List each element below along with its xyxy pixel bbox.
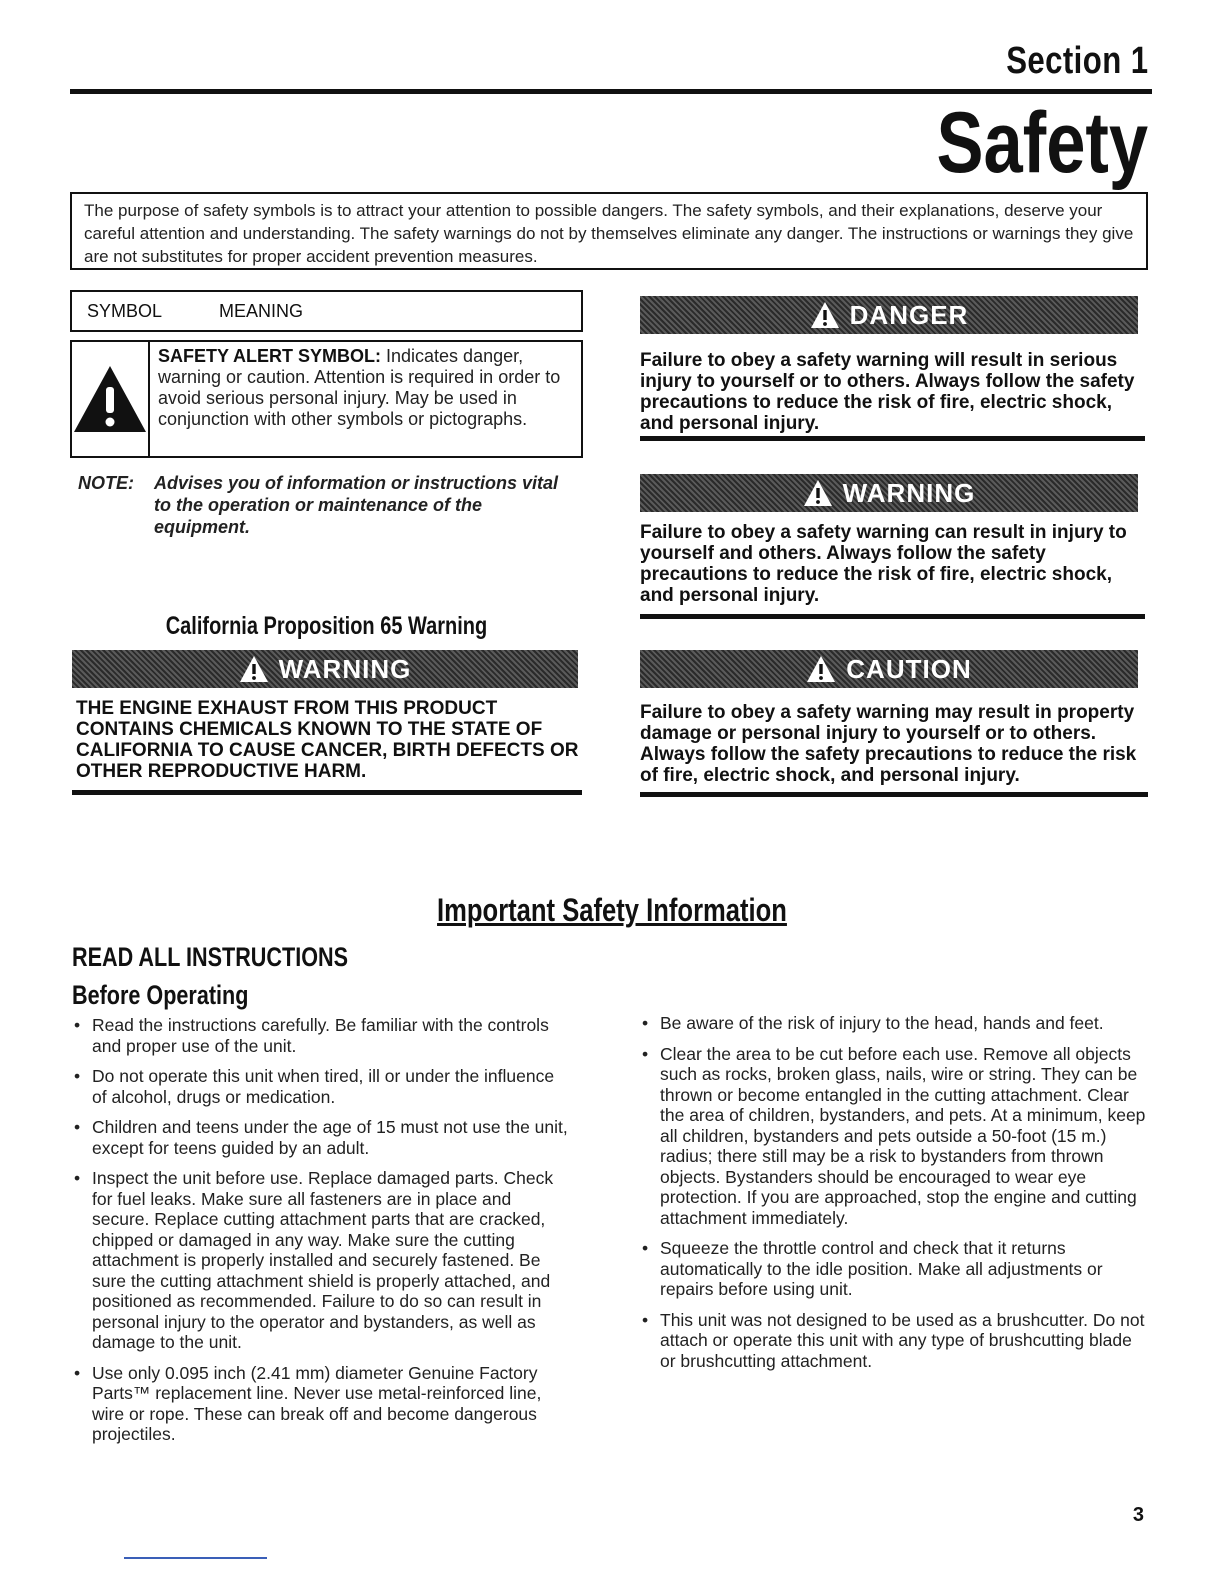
page-number: 3 — [1132, 1504, 1144, 1526]
prop65-text: THE ENGINE EXHAUST FROM THIS PRODUCT CONTAINS CHEMICALS KNOWN TO THE STATE OF CALIFORNIA TO CAUSE CANCER, BIRTH DEFECTS OR OTHER REPRODUCTIVE HARM. — [76, 698, 579, 782]
list-item: • Squeeze the throttle control and check that it returns automatically to the idle position. Make all adjustments or repairs before using unit. — [640, 1238, 1152, 1300]
before-operating-heading: Before Operating — [72, 980, 249, 1010]
list-item: • This unit was not designed to be used as a brushcutter. Do not attach or operate this unit with any type of brushcutting blade or brushcutting attachment. — [640, 1310, 1152, 1372]
list-item: • Be aware of the risk of injury to the head, hands and feet. — [640, 1013, 1152, 1034]
page-title: Safety — [936, 95, 1148, 191]
warning-triangle-icon — [239, 655, 269, 683]
symbol-cell — [72, 342, 150, 456]
footer-line — [124, 1557, 267, 1559]
list-item: • Use only 0.095 inch (2.41 mm) diameter Genuine Factory Parts™ replacement line. Never use metal-reinforced line, wire or rope. These can break off and become dangerous projectiles. — [72, 1363, 572, 1445]
right-bullet-list — [640, 1013, 1152, 1381]
symbol-column-header: SYMBOL — [87, 301, 163, 321]
symbol-table-header — [70, 290, 583, 332]
prop65-title: California Proposition 65 Warning — [165, 612, 488, 640]
warning-triangle-icon — [806, 655, 836, 683]
note-text: Advises you of information or instructions vital to the operation or maintenance of the equipment. — [154, 473, 559, 537]
symbol-meaning — [150, 342, 581, 456]
important-safety-title: Important Safety Information — [437, 892, 787, 928]
danger-rule — [640, 436, 1145, 441]
warning-text: Failure to obey a safety warning can result in injury to yourself and others. Always follow the safety precautions to reduce the risk of fire, electric shock, and personal injury. — [640, 522, 1127, 606]
prop65-rule — [72, 790, 582, 795]
header-rule — [70, 89, 1152, 94]
warning-banner — [640, 474, 1138, 512]
note-label: NOTE: — [78, 473, 134, 493]
intro-box: The purpose of safety symbols is to attract your attention to possible dangers. The safety symbols, and their explanations, deserve your careful attention and understanding. The safety warnings do not by themselves eliminate any danger. The instructions or warnings they give are not substitutes for proper accident prevention measures. — [70, 192, 1148, 270]
prop65-warning-banner — [72, 650, 578, 688]
caution-banner — [640, 650, 1138, 688]
danger-banner — [640, 296, 1138, 334]
list-item: • Children and teens under the age of 15 must not use the unit, except for teens guided by an adult. — [72, 1117, 572, 1158]
warning-triangle-icon — [810, 301, 840, 329]
warning-banner-label: WARNING — [842, 477, 976, 508]
list-item: • Do not operate this unit when tired, ill or under the influence of alcohol, drugs or medication. — [72, 1066, 572, 1107]
list-item: • Read the instructions carefully. Be familiar with the controls and proper use of the unit. — [72, 1015, 572, 1056]
warning-triangle-icon — [72, 363, 148, 435]
list-item: • Clear the area to be cut before each use. Remove all objects such as rocks, broken glass, nails, wire or string. They can be thrown or become entangled in the cutting attachment. Clear the area of children, bystanders, and pets. At a minimum, keep all children, bystanders and pets outside a 50-foot (15 m.) radius; there still may be a risk to bystanders from thrown objects. Bystanders should be encouraged to wear eye protection. If you are approached, stop the engine and cutting attachment immediately. — [640, 1044, 1152, 1229]
warning-triangle-icon — [803, 479, 833, 507]
section-label: Section 1 — [1005, 40, 1148, 82]
symbol-meaning-label: SAFETY ALERT SYMBOL: — [158, 346, 382, 366]
left-bullet-list — [72, 1015, 572, 1455]
list-item: • Inspect the unit before use. Replace damaged parts. Check for fuel leaks. Make sure all fasteners are in place and secure. Replace cutting attachment parts that are cracked, chipped or damaged in any way. Make sure the cutting attachment is properly installed and securely fastened. Be sure the cutting attachment shield is properly attached, and positioned as recommended. Failure to do so can result in personal injury to the operator and bystanders, as well as damage to the unit. — [72, 1168, 572, 1353]
note — [78, 472, 578, 537]
danger-text: Failure to obey a safety warning will result in serious injury to yourself or to others. Always follow the safety precautions to reduce the risk of fire, electric shock, and personal injury. — [640, 350, 1135, 434]
meaning-column-header: MEANING — [219, 301, 304, 321]
danger-banner-label: DANGER — [849, 299, 969, 330]
read-all-heading: READ ALL INSTRUCTIONS — [72, 942, 349, 972]
caution-banner-label: CAUTION — [846, 653, 972, 684]
symbol-table-row — [70, 340, 583, 458]
warning-rule — [640, 614, 1145, 619]
symbol-meaning-text: Indicates danger, warning or caution. Attention is required in order to avoid serious personal injury. May be used in conjunction with other symbols or pictographs. — [158, 346, 561, 429]
caution-text: Failure to obey a safety warning may result in property damage or personal injury to yourself or to others. Always follow the safety precautions to reduce the risk of fire, electric shock, and personal injury. — [640, 702, 1137, 786]
caution-rule — [640, 792, 1148, 797]
prop65-banner-label: WARNING — [278, 653, 412, 684]
